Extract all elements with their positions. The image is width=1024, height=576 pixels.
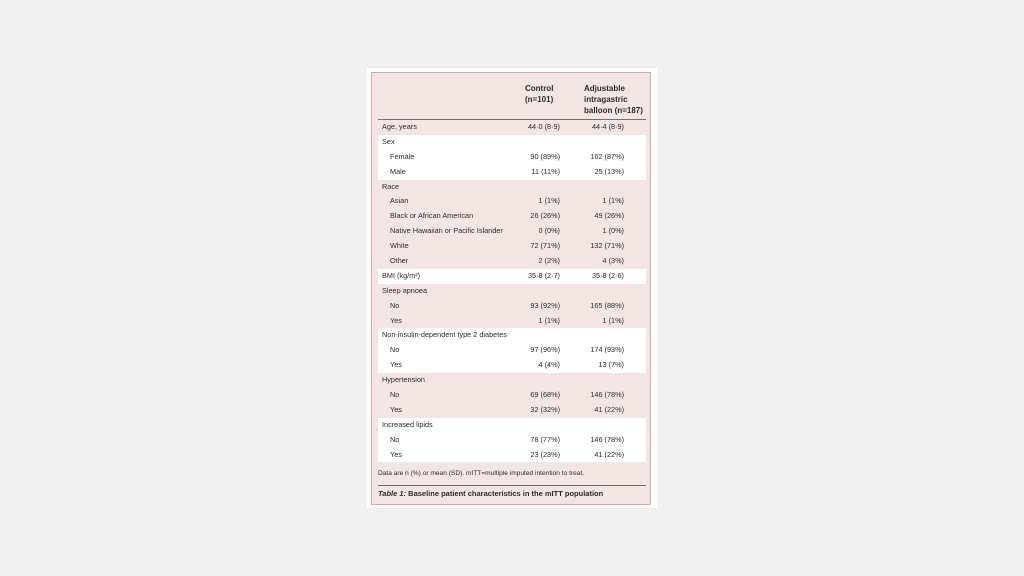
row-label: No [390,345,400,355]
table-caption [378,489,646,498]
table-row [378,224,646,239]
row-label: Yes [390,315,402,325]
table-body [378,120,646,462]
cell-control: 0 (0%) [538,226,560,236]
cell-balloon: 41 (22%) [594,449,624,459]
cell-balloon: 165 (88%) [590,300,624,310]
row-label: BMI (kg/m²) [382,270,421,280]
row-label: White [390,241,409,251]
cell-balloon: 35·8 (2·6) [591,270,624,280]
table-row [378,433,646,448]
row-label: No [390,434,400,444]
caption-text: Baseline patient characteristics in the mITT population [406,489,604,498]
cell-control: 26 (26%) [530,211,560,221]
header-balloon-line: Adjustable [584,84,625,93]
header-balloon [584,83,650,116]
cell-control: 44·0 (8·9) [527,122,560,131]
cell-balloon: 162 (87%) [590,151,624,161]
cell-control: 1 (1%) [538,315,560,325]
header-control [525,83,583,105]
cell-balloon: 4 (3%) [602,256,624,266]
row-label: No [390,390,400,400]
table-row [378,269,646,284]
cell-control: 2 (2%) [538,256,560,266]
row-label: Race [382,181,400,191]
cell-balloon: 174 (93%) [590,345,624,355]
caption-number: Table 1: [378,489,407,498]
header-control-line: (n=101) [525,95,554,104]
table-card [366,68,658,508]
table-row [378,314,646,329]
table-row [378,120,646,135]
cell-balloon: 49 (26%) [594,211,624,221]
cell-balloon: 146 (78%) [590,434,624,444]
row-label: Sleep apnoea [382,285,428,295]
cell-control: 69 (68%) [530,390,560,400]
row-label: Other [390,256,409,266]
table-row [378,180,646,195]
table-row [378,209,646,224]
header-balloon-line: balloon (n=187) [584,106,643,115]
row-label: Non-insulin-dependent type 2 diabetes [382,330,507,340]
table-row [378,358,646,373]
cell-control: 97 (96%) [530,345,560,355]
cell-control: 1 (1%) [538,196,560,206]
table-row [378,194,646,209]
row-label: Black or African American [390,211,474,221]
row-label: Asian [390,196,409,206]
cell-control: 23 (23%) [530,449,560,459]
table-row [378,448,646,463]
row-label: Male [390,166,406,176]
table-row [378,135,646,150]
row-label: No [390,300,400,310]
table-row [378,165,646,180]
table-row [378,418,646,433]
cell-balloon: 44·4 (8·9) [591,122,624,131]
table-row [378,343,646,358]
row-label: Increased lipids [382,419,433,429]
row-label: Age, years [382,122,417,131]
header-balloon-line: intragastric [584,95,628,104]
table-row [378,239,646,254]
row-label: Native Hawaiian or Pacific Islander [390,226,503,236]
cell-balloon: 13 (7%) [598,360,624,370]
table-row [378,284,646,299]
cell-control: 78 (77%) [530,434,560,444]
row-label: Sex [382,136,395,146]
cell-balloon: 1 (1%) [602,315,624,325]
cell-control: 32 (32%) [530,404,560,414]
cell-control: 4 (4%) [538,360,560,370]
header-control-line: Control [525,84,554,93]
row-label: Female [390,151,415,161]
cell-balloon: 41 (22%) [594,404,624,414]
table-footnote: Data are n (%) or mean (SD). mITT=multiple imputed intention to treat. [378,470,585,477]
row-label: Hypertension [382,375,425,385]
table-row [378,254,646,269]
table-row [378,373,646,388]
table-row [378,328,646,343]
cell-balloon: 132 (71%) [590,241,624,251]
table-panel [371,72,651,505]
table-header [378,79,646,117]
cell-control: 11 (11%) [531,166,560,176]
cell-control: 93 (92%) [530,300,560,310]
cell-balloon: 1 (0%) [602,226,624,236]
cell-balloon: 1 (1%) [602,196,624,206]
cell-control: 90 (89%) [530,151,560,161]
table-row [378,388,646,403]
table-row [378,403,646,418]
row-label: Yes [390,404,402,414]
row-label: Yes [390,360,402,370]
table-row [378,299,646,314]
cell-balloon: 25 (13%) [594,166,624,176]
row-label: Yes [390,449,402,459]
table-row [378,150,646,165]
caption-rule [378,485,646,486]
cell-balloon: 146 (78%) [590,390,624,400]
cell-control: 72 (71%) [530,241,560,251]
cell-control: 35·8 (2·7) [527,270,560,280]
